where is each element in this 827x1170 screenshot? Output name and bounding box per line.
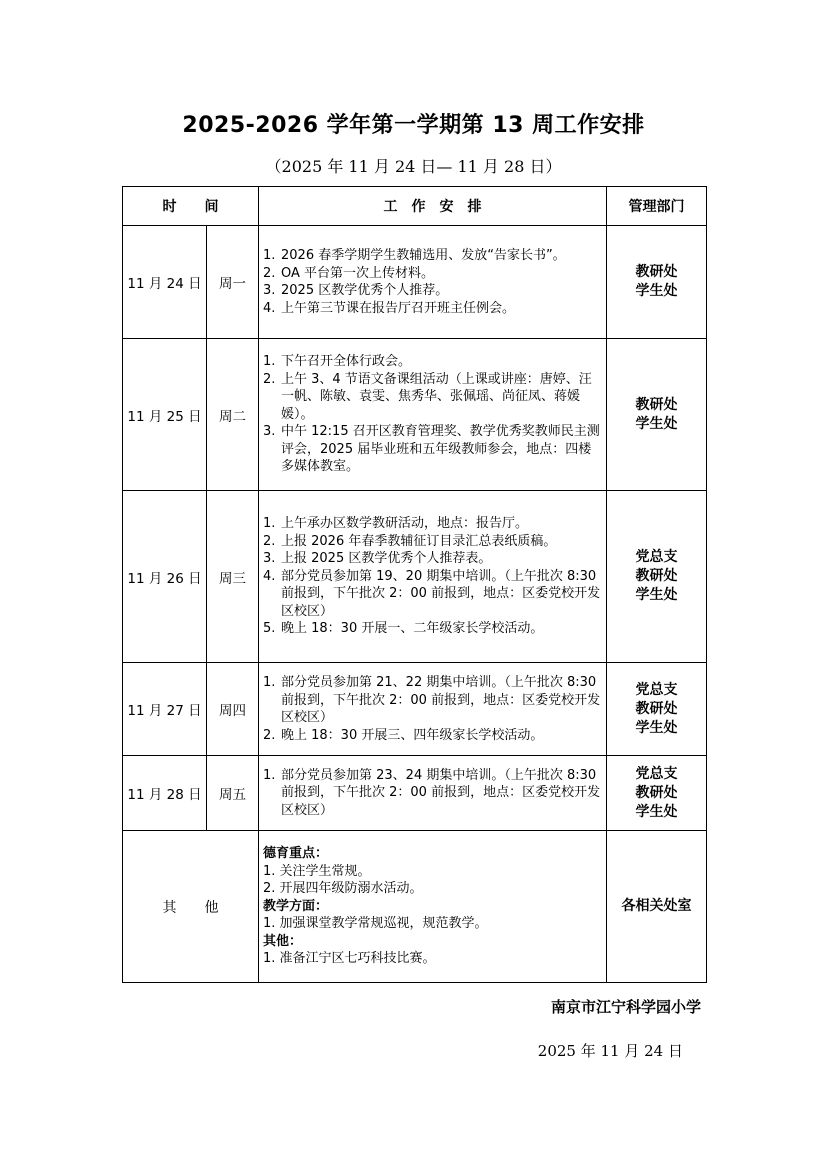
row-content xyxy=(259,226,607,339)
schedule-table xyxy=(122,186,707,983)
dept-name: 教研处 xyxy=(635,700,678,717)
list-item xyxy=(263,550,602,568)
row-content xyxy=(259,491,607,663)
item-text: 上报 2025 区教学优秀个人推荐表。 xyxy=(281,551,492,567)
list-item: 1. 加强课堂教学常规巡视，规范教学。 xyxy=(263,916,488,932)
row-dept xyxy=(607,756,707,831)
dept-name: 教研处 xyxy=(635,396,678,413)
item-text: 部分党员参加第 21、22 期集中培训。（上午批次 8:30 前报到，下午批次 2：00 前报到，地点：区委党校开发区校区） xyxy=(281,675,601,725)
list-item xyxy=(263,620,602,638)
item-text: OA 平台第一次上传材料。 xyxy=(281,265,435,281)
signature-date: 2025 年 11 月 24 日 xyxy=(537,1042,683,1060)
dept-name: 学生处 xyxy=(635,803,678,820)
header-work: 工 作 安 排 xyxy=(259,187,607,226)
item-text: 上报 2026 年春季教辅征订目录汇总表纸质稿。 xyxy=(281,533,557,549)
list-item xyxy=(263,767,602,820)
table-row xyxy=(123,756,707,831)
item-number: 3. xyxy=(263,424,276,440)
table-row xyxy=(123,663,707,756)
list-item xyxy=(263,371,602,424)
row-content xyxy=(259,756,607,831)
other-dept: 各相关处室 xyxy=(607,831,707,983)
section-heading: 教学方面： xyxy=(263,898,329,914)
item-text: 部分党员参加第 23、24 期集中培训。（上午批次 8:30 前报到，下午批次 2：00 前报到，地点：区委党校开发区校区） xyxy=(281,767,601,818)
row-date: 11 月 24 日 xyxy=(123,226,207,339)
item-text: 上午第三节课在报告厅召开班主任例会。 xyxy=(281,300,516,316)
item-text: 下午召开全体行政会。 xyxy=(281,354,412,370)
dept-name: 党总支 xyxy=(635,681,678,698)
list-item: 1. 准备江宁区七巧科技比赛。 xyxy=(263,951,436,967)
item-number: 4. xyxy=(263,568,276,584)
table-row xyxy=(123,339,707,491)
list-item xyxy=(263,353,602,371)
section-heading: 其他： xyxy=(263,933,303,949)
date-range-subtitle: （2025 年 11 月 24 日— 11 月 28 日） xyxy=(265,157,562,176)
item-text: 晚上 18：30 开展一、二年级家长学校活动。 xyxy=(281,621,544,637)
row-dept xyxy=(607,491,707,663)
other-label: 其 他 xyxy=(123,831,259,983)
other-content xyxy=(259,831,607,983)
item-number: 2. xyxy=(263,727,276,743)
row-weekday: 周一 xyxy=(207,226,259,339)
document-title: 2025-2026 学年第一学期第 13 周工作安排 xyxy=(182,113,645,138)
school-signature: 南京市江宁科学园小学 xyxy=(550,998,701,1016)
item-text: 中午 12:15 召开区教育管理奖、教学优秀奖教师民主测评会，2025 届毕业班和五年级教师参会，地点：四楼多媒体教室。 xyxy=(281,424,600,475)
list-item xyxy=(263,247,602,265)
list-item xyxy=(263,282,602,300)
dept-name: 学生处 xyxy=(635,587,678,603)
table-row xyxy=(123,226,707,339)
list-item xyxy=(263,423,602,476)
dept-name: 学生处 xyxy=(635,719,678,736)
list-item xyxy=(263,568,602,621)
dept-name: 学生处 xyxy=(635,283,678,299)
row-dept xyxy=(607,663,707,756)
item-number: 2. xyxy=(263,371,276,387)
list-item: 2. 开展四年级防溺水活动。 xyxy=(263,881,423,897)
list-item xyxy=(263,533,602,551)
item-number: 2. xyxy=(263,265,276,281)
row-weekday: 周三 xyxy=(207,491,259,663)
item-number: 4. xyxy=(263,300,276,316)
row-date: 11 月 26 日 xyxy=(123,491,207,663)
row-date: 11 月 27 日 xyxy=(123,663,207,756)
list-item xyxy=(263,265,602,283)
list-item xyxy=(263,674,602,727)
row-dept xyxy=(607,339,707,491)
item-number: 3. xyxy=(263,283,276,298)
dept-name: 学生处 xyxy=(635,415,678,432)
row-weekday: 周四 xyxy=(207,663,259,756)
item-number: 1. xyxy=(263,767,276,783)
row-weekday: 周二 xyxy=(207,339,259,491)
item-text: 上午 3、4 节语文备课组活动（上课或讲座：唐婷、汪一帆、陈敏、袁雯、焦秀华、张佩瑶、尚征凤、蒋媛媛）。 xyxy=(281,371,592,422)
row-content xyxy=(259,339,607,491)
item-number: 1. xyxy=(263,675,276,690)
row-weekday: 周五 xyxy=(207,756,259,831)
section-heading: 德育重点： xyxy=(263,846,329,862)
row-dept xyxy=(607,226,707,339)
header-time: 时 间 xyxy=(123,187,259,226)
dept-name: 党总支 xyxy=(635,765,678,782)
row-date: 11 月 25 日 xyxy=(123,339,207,491)
list-item xyxy=(263,515,602,533)
item-number: 1. xyxy=(263,516,276,532)
row-content xyxy=(259,663,607,756)
list-item xyxy=(263,727,602,745)
dept-name: 教研处 xyxy=(635,264,678,280)
table-header-row xyxy=(123,187,707,226)
item-number: 2. xyxy=(263,533,276,549)
dept-name: 教研处 xyxy=(635,568,678,584)
item-text: 2026 春季学期学生教辅选用、发放“告家长书”。 xyxy=(281,248,566,263)
item-number: 1. xyxy=(263,248,276,263)
header-dept: 管理部门 xyxy=(607,187,707,226)
dept-name: 教研处 xyxy=(635,784,678,801)
item-text: 部分党员参加第 19、20 期集中培训。（上午批次 8:30 前报到，下午批次 2：00 前报到，地点：区委党校开发区校区） xyxy=(281,568,601,619)
table-row-other xyxy=(123,831,707,983)
item-number: 3. xyxy=(263,551,276,567)
list-item xyxy=(263,300,602,318)
dept-name: 党总支 xyxy=(635,549,678,565)
list-item: 1. 关注学生常规。 xyxy=(263,863,371,879)
item-text: 晚上 18：30 开展三、四年级家长学校活动。 xyxy=(281,727,544,743)
item-text: 上午承办区数学教研活动，地点：报告厅。 xyxy=(281,516,529,532)
item-number: 1. xyxy=(263,354,276,370)
item-number: 5. xyxy=(263,621,276,637)
item-text: 2025 区教学优秀个人推荐。 xyxy=(281,283,449,298)
table-row xyxy=(123,491,707,663)
row-date: 11 月 28 日 xyxy=(123,756,207,831)
